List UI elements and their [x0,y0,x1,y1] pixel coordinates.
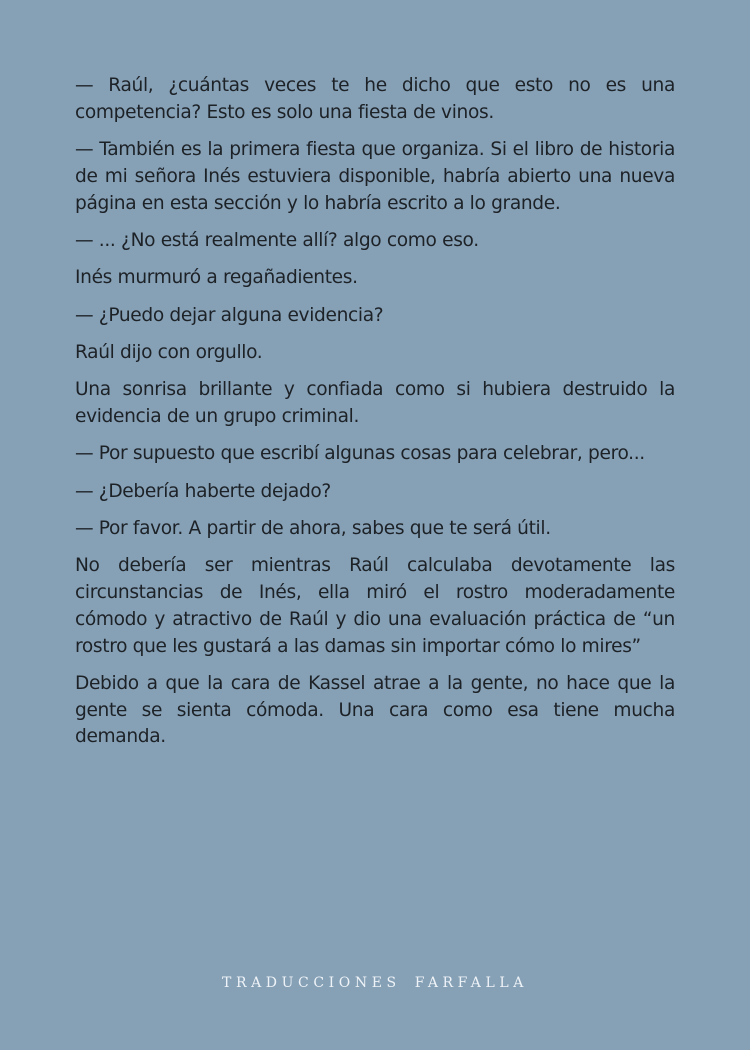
paragraph-dialogue-first-party: — También es la primera fiesta que organiza. Si el libro de historia de mi señora Inés estuviera disponible, habría abierto una nueva página en esta sección y lo habría escrito a lo grande. [75,139,675,214]
footer-word-traducciones: TRADUCCIONES [222,975,401,991]
paragraph-dialogue-competition: — Raúl, ¿cuántas veces te he dicho que esto no es una competencia? Esto es solo una fiesta de vinos. [75,75,675,123]
paragraph-dialogue-not-there: — ... ¿No está realmente allí? algo como eso. [75,229,479,251]
paragraph-dialogue-please: — Por favor. A partir de ahora, sabes que te será útil. [75,517,551,539]
paragraph-dialogue-should-i: — ¿Debería haberte dejado? [75,480,331,502]
page-body [75,73,675,762]
paragraph-evaluation: No debería ser mientras Raúl calculaba devotamente las circunstancias de Inés, ella miró el rostro moderadamente cómodo y atractivo de Raúl y dio una evaluación práctica de “un rostro que les gustará a las damas sin importar cómo lo mires” [75,555,675,657]
footer-word-farfalla: FARFALLA [414,975,528,991]
paragraph-raul-proudly: Raúl dijo con orgullo. [75,341,263,363]
paragraph-bright-smile: Una sonrisa brillante y confiada como si hubiera destruido la evidencia de un grupo criminal. [75,379,675,427]
paragraph-dialogue-of-course: — Por supuesto que escribí algunas cosas para celebrar, pero... [75,443,645,465]
paragraph-ines-murmured: Inés murmuró a regañadientes. [75,267,358,289]
paragraph-kassel-face: Debido a que la cara de Kassel atrae a la gente, no hace que la gente se sienta cómoda. Una cara como esa tiene mucha demanda. [75,672,675,748]
paragraph-dialogue-evidence: — ¿Puedo dejar alguna evidencia? [75,304,384,326]
footer-watermark [0,975,750,991]
